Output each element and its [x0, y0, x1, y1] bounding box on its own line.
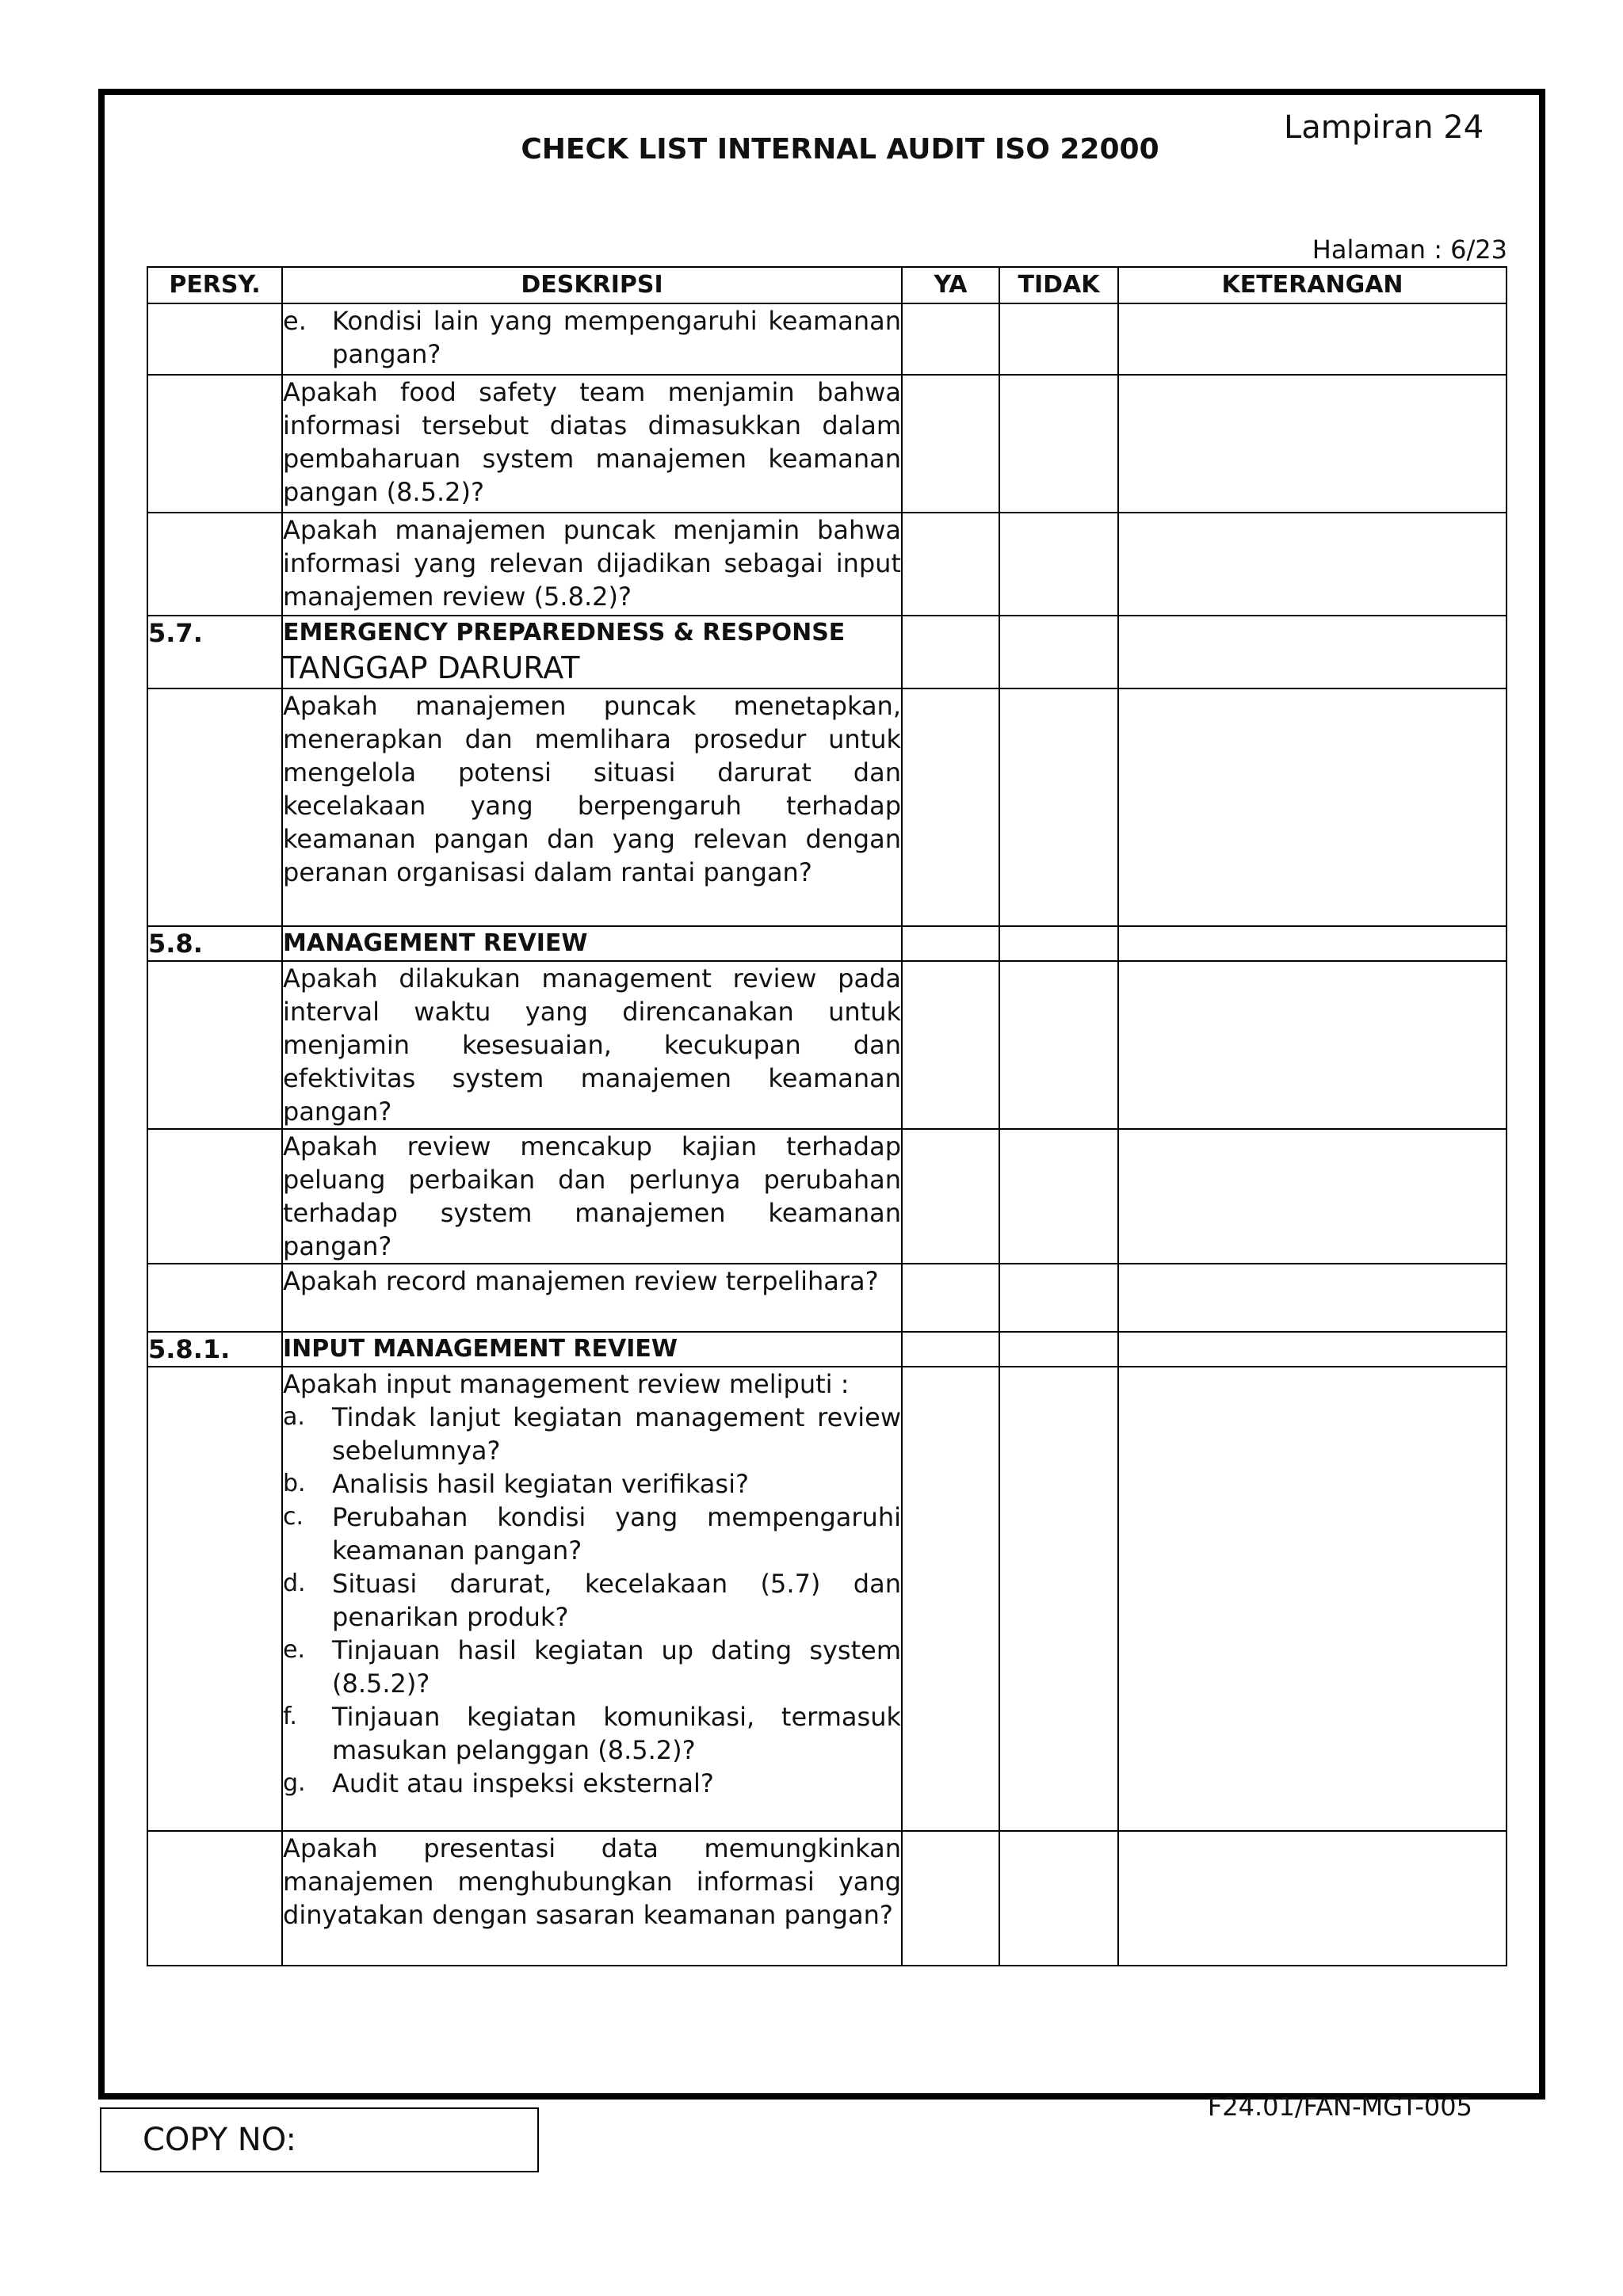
- item-text: Tinjauan kegiatan komunikasi, termasuk masukan pelanggan (8.5.2)?: [332, 1702, 901, 1765]
- ya-cell: [902, 616, 999, 688]
- item-marker: e.: [283, 306, 307, 336]
- keterangan-cell[interactable]: [1118, 1129, 1507, 1264]
- persy-cell: [147, 375, 282, 513]
- ya-cell[interactable]: [902, 1129, 999, 1264]
- tidak-cell[interactable]: [999, 1129, 1118, 1264]
- question-text: Apakah input management review meliputi :: [283, 1369, 850, 1399]
- ya-cell[interactable]: [902, 1367, 999, 1831]
- keterangan-cell[interactable]: [1118, 375, 1507, 513]
- deskripsi-cell: [282, 1831, 902, 1966]
- item-text: Kondisi lain yang mempengaruhi keamanan pangan?: [332, 306, 901, 369]
- item-text: Tinjauan hasil kegiatan up dating system (8.5.2)?: [332, 1635, 901, 1699]
- attachment-label: Lampiran 24: [1284, 109, 1484, 146]
- col-header-ya: YA: [902, 267, 999, 303]
- persy-cell: [147, 1831, 282, 1966]
- form-code: F24.01/FAN-MGT-005: [1207, 2092, 1472, 2122]
- keterangan-cell: [1118, 926, 1507, 961]
- persy-cell: [147, 961, 282, 1129]
- persy-cell: [147, 1129, 282, 1264]
- sub-item-list: [283, 1401, 901, 1800]
- deskripsi-cell: [282, 688, 902, 926]
- deskripsi-cell: [282, 1264, 902, 1332]
- section-title: INPUT MANAGEMENT REVIEW: [283, 1335, 678, 1363]
- table-row: [147, 961, 1507, 1129]
- list-item: [283, 1634, 901, 1700]
- persy-cell: [147, 1264, 282, 1332]
- question-text: Apakah dilakukan management review pada interval waktu yang direncanakan untuk menjamin kesesuaian, kecukupan dan efektivitas system manajemen keamanan pangan?: [283, 963, 901, 1127]
- question-text: Apakah presentasi data memungkinkan manajemen menghubungkan informasi yang dinyatakan dengan sasaran keamanan pangan?: [283, 1833, 901, 1930]
- item-marker: c.: [283, 1503, 304, 1531]
- table-row: [147, 1129, 1507, 1264]
- item-marker: g.: [283, 1769, 306, 1797]
- table-row: [147, 1367, 1507, 1831]
- table-row: [147, 513, 1507, 616]
- tidak-cell[interactable]: [999, 1367, 1118, 1831]
- tidak-cell[interactable]: [999, 375, 1118, 513]
- ya-cell: [902, 926, 999, 961]
- tidak-cell[interactable]: [999, 513, 1118, 616]
- section-row: [147, 1332, 1507, 1367]
- item-text: Situasi darurat, kecelakaan (5.7) dan penarikan produk?: [332, 1569, 901, 1632]
- ya-cell[interactable]: [902, 303, 999, 375]
- table-header-row: [147, 267, 1507, 303]
- ya-cell[interactable]: [902, 688, 999, 926]
- question-text: Apakah food safety team menjamin bahwa informasi tersebut diatas dimasukkan dalam pembaharuan system manajemen keamanan pangan (8.5.2)?: [283, 377, 901, 507]
- item-marker: e.: [283, 1636, 305, 1664]
- section-title-cell: [282, 926, 902, 961]
- keterangan-cell: [1118, 1332, 1507, 1367]
- item-marker: f.: [283, 1703, 297, 1730]
- deskripsi-cell: [282, 375, 902, 513]
- col-header-tidak: TIDAK: [999, 267, 1118, 303]
- item-marker: a.: [283, 1403, 305, 1431]
- deskripsi-cell: [282, 1367, 902, 1831]
- keterangan-cell[interactable]: [1118, 1831, 1507, 1966]
- tidak-cell: [999, 926, 1118, 961]
- section-number: 5.8.1.: [147, 1332, 282, 1367]
- persy-cell: [147, 513, 282, 616]
- deskripsi-cell: [282, 1129, 902, 1264]
- keterangan-cell[interactable]: [1118, 1367, 1507, 1831]
- section-row: [147, 926, 1507, 961]
- tidak-cell[interactable]: [999, 1831, 1118, 1966]
- keterangan-cell[interactable]: [1118, 1264, 1507, 1332]
- col-header-deskripsi: DESKRIPSI: [282, 267, 902, 303]
- deskripsi-cell: [282, 961, 902, 1129]
- table-row: [147, 688, 1507, 926]
- ya-cell[interactable]: [902, 1831, 999, 1966]
- list-item: [283, 1467, 901, 1501]
- deskripsi-cell: [282, 513, 902, 616]
- item-text: Perubahan kondisi yang mempengaruhi keamanan pangan?: [332, 1502, 901, 1566]
- question-text: Apakah manajemen puncak menjamin bahwa informasi yang relevan dijadikan sebagai input manajemen review (5.8.2)?: [283, 515, 901, 612]
- deskripsi-cell: [282, 303, 902, 375]
- list-item: [283, 1767, 901, 1800]
- page-number: Halaman : 6/23: [1312, 235, 1507, 265]
- section-title: MANAGEMENT REVIEW: [283, 929, 588, 957]
- section-subtitle: TANGGAP DARURAT: [283, 650, 580, 685]
- persy-cell: [147, 1367, 282, 1831]
- copy-number-label: COPY NO:: [143, 2122, 296, 2158]
- list-item: [283, 1401, 901, 1467]
- table-row: [147, 1264, 1507, 1332]
- keterangan-cell[interactable]: [1118, 303, 1507, 375]
- tidak-cell[interactable]: [999, 961, 1118, 1129]
- col-header-keterangan: KETERANGAN: [1118, 267, 1507, 303]
- ya-cell: [902, 1332, 999, 1367]
- persy-cell: [147, 688, 282, 926]
- question-text: Apakah record manajemen review terpelihara?: [283, 1266, 879, 1296]
- tidak-cell[interactable]: [999, 1264, 1118, 1332]
- section-number: 5.7.: [147, 616, 282, 688]
- ya-cell[interactable]: [902, 1264, 999, 1332]
- section-number: 5.8.: [147, 926, 282, 961]
- item-text: Tindak lanjut kegiatan management review sebelumnya?: [332, 1402, 901, 1466]
- tidak-cell: [999, 616, 1118, 688]
- audit-checklist-table: [147, 266, 1507, 1966]
- section-title: EMERGENCY PREPAREDNESS & RESPONSE: [283, 619, 846, 646]
- item-marker: d.: [283, 1569, 306, 1597]
- list-item: [283, 1567, 901, 1634]
- keterangan-cell[interactable]: [1118, 688, 1507, 926]
- ya-cell[interactable]: [902, 961, 999, 1129]
- list-item: [283, 1501, 901, 1567]
- section-title-cell: [282, 616, 902, 688]
- keterangan-cell: [1118, 616, 1507, 688]
- keterangan-cell[interactable]: [1118, 513, 1507, 616]
- keterangan-cell[interactable]: [1118, 961, 1507, 1129]
- document-title: CHECK LIST INTERNAL AUDIT ISO 22000: [521, 133, 1159, 166]
- item-marker: b.: [283, 1470, 306, 1497]
- question-text: Apakah review mencakup kajian terhadap peluang perbaikan dan perlunya perubahan terhadap system manajemen keamanan pangan?: [283, 1131, 901, 1261]
- section-row: [147, 616, 1507, 688]
- ya-cell[interactable]: [902, 513, 999, 616]
- table-row: [147, 375, 1507, 513]
- persy-cell: [147, 303, 282, 375]
- item-text: Audit atau inspeksi eksternal?: [332, 1768, 714, 1798]
- section-title-cell: [282, 1332, 902, 1367]
- tidak-cell[interactable]: [999, 303, 1118, 375]
- tidak-cell[interactable]: [999, 688, 1118, 926]
- item-text: Analisis hasil kegiatan verifikasi?: [332, 1469, 749, 1499]
- list-item: [283, 1700, 901, 1767]
- copy-number-box: [100, 2107, 539, 2172]
- table-row: [147, 303, 1507, 375]
- col-header-persy: PERSY.: [147, 267, 282, 303]
- table-row: [147, 1831, 1507, 1966]
- tidak-cell: [999, 1332, 1118, 1367]
- ya-cell[interactable]: [902, 375, 999, 513]
- list-item: [283, 304, 901, 371]
- question-text: Apakah manajemen puncak menetapkan, menerapkan dan memlihara prosedur untuk mengelola potensi situasi darurat dan kecelakaan yang berpengaruh terhadap keamanan pangan dan yang relevan dengan peranan organisasi dalam rantai pangan?: [283, 691, 901, 887]
